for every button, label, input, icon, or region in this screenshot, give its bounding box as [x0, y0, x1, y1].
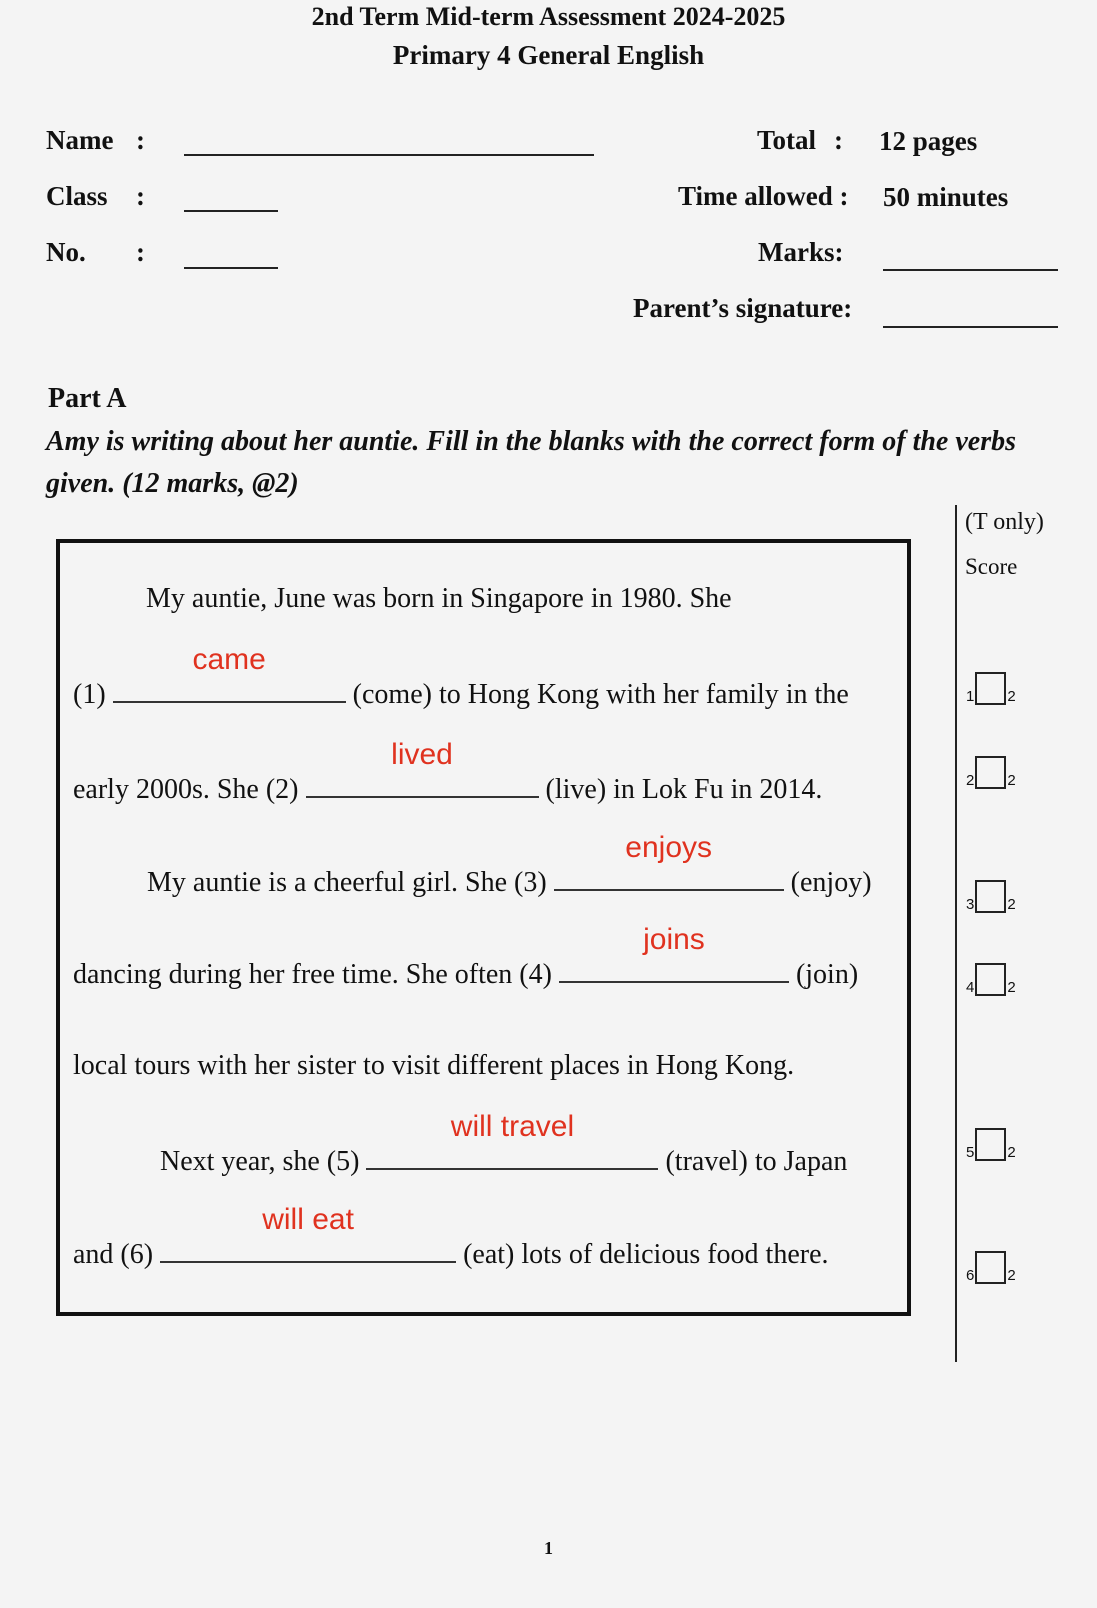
score-box-1-square[interactable]	[975, 672, 1006, 705]
passage-line-4	[147, 831, 872, 899]
no-colon: :	[136, 237, 145, 267]
passage-line-2	[73, 643, 849, 711]
marks-label: Marks:	[758, 237, 844, 267]
score-box-5-square[interactable]	[975, 1128, 1006, 1161]
time-value: 50 minutes	[883, 182, 1009, 212]
exam-title: 2nd Term Mid-term Assessment 2024-2025	[311, 2, 786, 31]
score-box-3[interactable]	[966, 880, 1016, 913]
name-label: Name	[46, 125, 114, 155]
time-label: Time allowed :	[678, 181, 849, 211]
score-box-1-max: 2	[1007, 688, 1016, 705]
answer-blank-4[interactable]	[559, 923, 789, 983]
name-field[interactable]	[184, 154, 594, 156]
no-label: No.	[46, 237, 86, 267]
score-box-4-max: 2	[1007, 979, 1016, 996]
passage-line-1: My auntie, June was born in Singapore in 1980. She	[146, 583, 732, 614]
score-box-3-max: 2	[1007, 896, 1016, 913]
answer-blank-5[interactable]	[366, 1110, 658, 1170]
question-5-text: (travel) to Japan	[665, 1146, 848, 1177]
score-box-6-square[interactable]	[975, 1251, 1006, 1284]
score-box-3-square[interactable]	[975, 880, 1006, 913]
score-box-4-square[interactable]	[975, 963, 1006, 996]
answer-blank-3[interactable]	[554, 831, 784, 891]
score-column-divider	[955, 505, 957, 1362]
part-a-instruction: Amy is writing about her auntie. Fill in the blanks with the correct form of the verbs given. (12 marks, @2)	[46, 426, 1017, 499]
no-field[interactable]	[184, 267, 278, 269]
question-1-text: (come) to Hong Kong with her family in the	[352, 679, 849, 710]
score-box-3-number: 3	[966, 896, 975, 913]
score-box-5[interactable]	[966, 1128, 1016, 1161]
score-label: Score	[965, 554, 1018, 579]
exam-subtitle: Primary 4 General English	[392, 40, 705, 70]
score-box-1[interactable]	[966, 672, 1016, 705]
question-4-text: (join)	[795, 959, 859, 990]
score-box-1-number: 1	[966, 688, 975, 705]
score-box-4[interactable]	[966, 963, 1016, 996]
passage-line-7	[160, 1110, 848, 1178]
marks-field[interactable]	[883, 269, 1058, 271]
answer-4: joins	[643, 923, 705, 956]
class-colon: :	[136, 181, 145, 211]
total-colon: :	[834, 125, 843, 155]
answer-2: lived	[391, 738, 453, 771]
passage-line-3	[73, 738, 823, 806]
question-1-number: (1)	[73, 679, 106, 710]
passage-line-8	[73, 1203, 829, 1271]
teacher-only-label: (T only)	[965, 509, 1044, 535]
passage-line-6: local tours with her sister to visit different places in Hong Kong.	[73, 1050, 795, 1081]
answer-blank-2[interactable]	[306, 738, 539, 798]
class-field[interactable]	[184, 210, 278, 212]
score-box-2[interactable]	[966, 756, 1016, 789]
answer-6: will eat	[262, 1203, 354, 1236]
question-5-text-pre: Next year, she (5)	[160, 1146, 360, 1177]
score-box-6-max: 2	[1007, 1267, 1016, 1284]
question-6-text-pre: and (6)	[73, 1239, 154, 1270]
signature-label: Parent’s signature:	[633, 293, 853, 323]
score-box-4-number: 4	[966, 979, 975, 996]
answer-blank-1[interactable]	[113, 643, 346, 703]
name-colon: :	[136, 125, 145, 155]
total-value: 12 pages	[879, 126, 978, 156]
score-box-2-max: 2	[1007, 772, 1016, 789]
score-box-5-number: 5	[966, 1144, 975, 1161]
answer-blank-6[interactable]	[160, 1203, 456, 1263]
signature-field[interactable]	[883, 326, 1058, 328]
page-number: 1	[544, 1538, 553, 1558]
passage-line-5	[73, 923, 859, 991]
class-label: Class	[46, 181, 108, 211]
answer-3: enjoys	[625, 831, 713, 864]
question-3-text: (enjoy)	[790, 867, 872, 898]
score-box-5-max: 2	[1007, 1144, 1016, 1161]
question-3-text-pre: My auntie is a cheerful girl. She (3)	[147, 867, 547, 898]
score-box-2-number: 2	[966, 772, 975, 789]
score-box-6[interactable]	[966, 1251, 1016, 1284]
part-a-heading: Part A	[48, 383, 127, 414]
question-2-text-pre: early 2000s. She (2)	[73, 774, 299, 805]
total-label: Total	[757, 125, 817, 155]
question-6-text: (eat) lots of delicious food there.	[463, 1239, 829, 1270]
question-4-text-pre: dancing during her free time. She often (4)	[73, 959, 552, 990]
score-box-2-square[interactable]	[975, 756, 1006, 789]
score-box-6-number: 6	[966, 1267, 975, 1284]
answer-5: will travel	[450, 1110, 575, 1143]
answer-1: came	[192, 643, 266, 676]
question-2-text: (live) in Lok Fu in 2014.	[545, 774, 823, 805]
